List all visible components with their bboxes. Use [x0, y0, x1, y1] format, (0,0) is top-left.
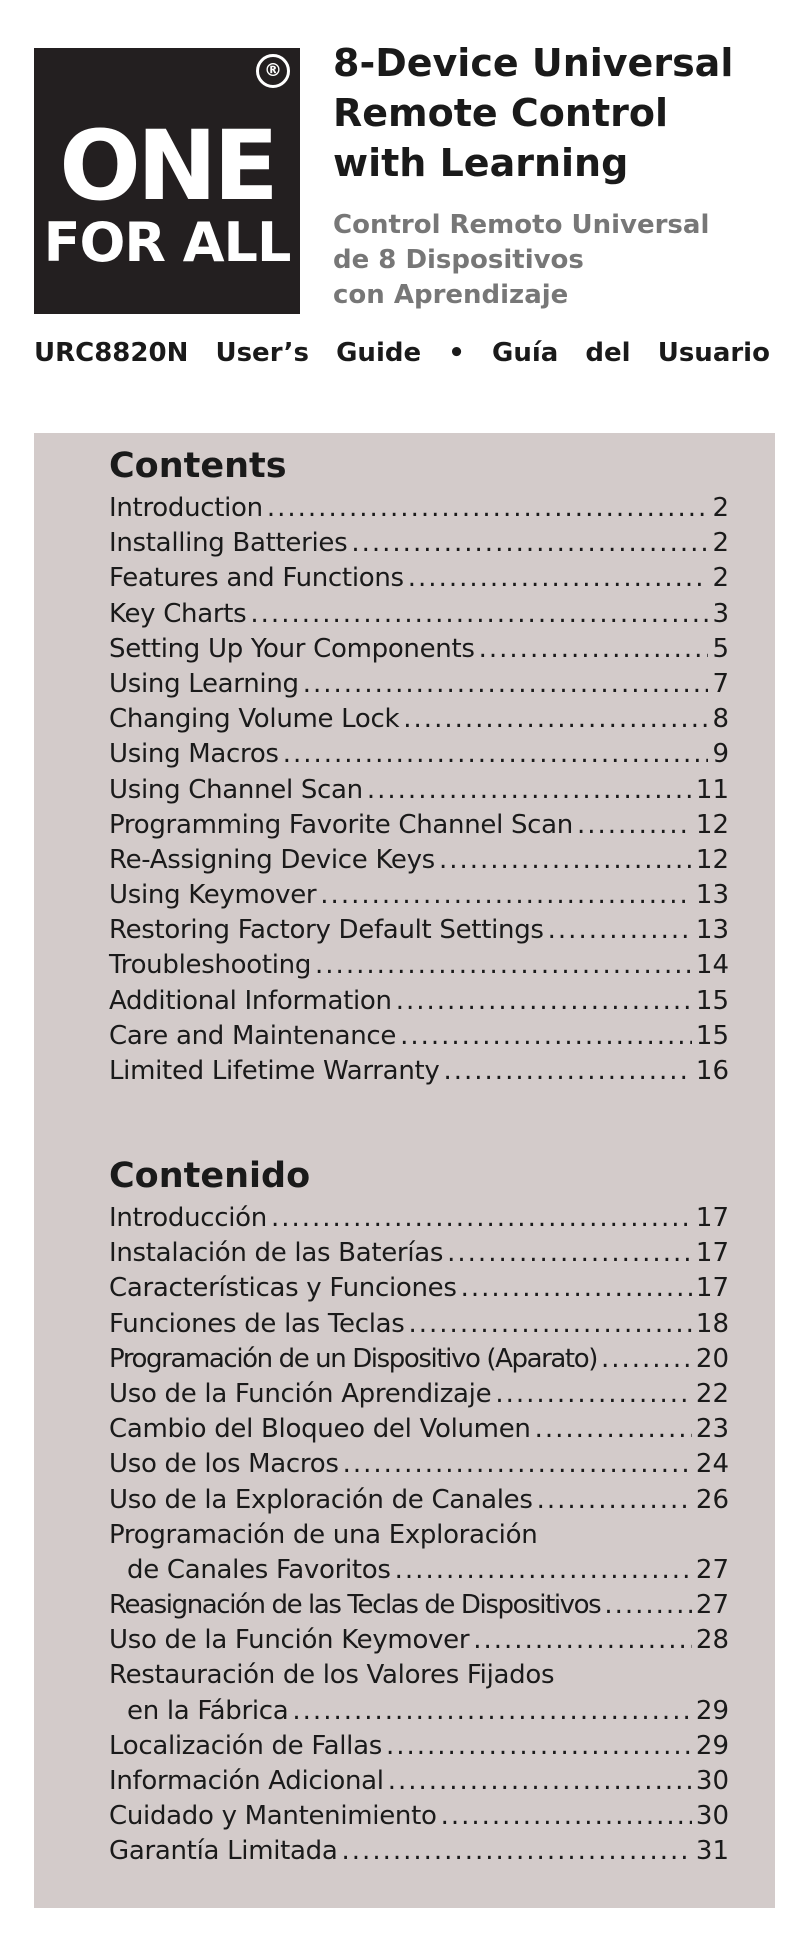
- toc-entry[interactable]: [109, 597, 729, 632]
- dot-leader: [604, 1588, 692, 1623]
- toc-entry-title: de Canales Favoritos: [127, 1554, 391, 1585]
- toc-entry-title: Uso de los Macros: [109, 1449, 339, 1480]
- toc-entry-title: Cambio del Bloqueo del Volumen: [109, 1414, 531, 1445]
- toc-entry-title: Key Charts: [109, 598, 247, 629]
- dot-leader: [400, 1019, 692, 1054]
- toc-entry-title: Additional Information: [109, 985, 392, 1016]
- toc-page-number: 20: [695, 1343, 729, 1374]
- toc-entry-title: Características y Funciones: [109, 1273, 457, 1304]
- contents-heading: Contents: [109, 446, 287, 486]
- toc-entry[interactable]: [109, 843, 729, 878]
- dot-leader: [409, 1307, 692, 1342]
- toc-entry-title: Programación de una Exploración: [109, 1519, 538, 1550]
- dot-leader: [403, 702, 708, 737]
- toc-entry-title: Using Learning: [109, 668, 299, 699]
- toc-page-number: 16: [695, 1056, 729, 1086]
- dot-leader: [267, 491, 709, 526]
- dot-leader: [461, 1271, 692, 1306]
- toc-entry[interactable]: [109, 808, 729, 843]
- toc-page-number: 13: [695, 915, 729, 946]
- registered-mark: ®: [256, 54, 290, 88]
- dot-leader: [408, 561, 709, 596]
- product-title-english: [333, 38, 793, 188]
- dot-leader: [548, 913, 692, 948]
- toc-entry[interactable]: [109, 1271, 729, 1306]
- toc-page-number: 17: [695, 1238, 729, 1269]
- contenido-list: [109, 1201, 729, 1870]
- toc-page-number: 17: [695, 1273, 729, 1304]
- toc-page-number: 11: [695, 774, 729, 805]
- toc-entry[interactable]: [109, 1412, 729, 1447]
- toc-page-number: 27: [695, 1590, 729, 1621]
- toc-entry-title: Programación de un Dispositivo (Aparato): [109, 1343, 597, 1374]
- guide-word: Usuario: [657, 338, 770, 368]
- dot-leader: [535, 1412, 692, 1447]
- dot-leader: [320, 878, 692, 913]
- dot-leader: [439, 843, 692, 878]
- toc-entry-title: en la Fábrica: [127, 1695, 289, 1726]
- dot-leader: [443, 1054, 691, 1089]
- toc-entry[interactable]: [109, 1623, 729, 1658]
- toc-page-number: 17: [695, 1203, 729, 1233]
- dot-leader: [303, 667, 709, 702]
- toc-entry[interactable]: [109, 1553, 729, 1588]
- dot-leader: [343, 1447, 692, 1482]
- toc-entry[interactable]: [109, 1518, 729, 1553]
- toc-entry-title: Introducción: [109, 1203, 267, 1233]
- toc-entry-title: Setting Up Your Components: [109, 633, 475, 664]
- toc-page-number: 23: [695, 1414, 729, 1445]
- toc-entry-title: Care and Maintenance: [109, 1020, 397, 1051]
- dot-leader: [342, 1834, 692, 1869]
- model-number: URC8820N: [34, 338, 189, 368]
- dot-leader: [537, 1483, 692, 1518]
- toc-page-number: 30: [695, 1801, 729, 1832]
- toc-entry[interactable]: [109, 667, 729, 702]
- contenido-heading: Contenido: [109, 1156, 311, 1196]
- toc-entry-title: Troubleshooting: [109, 950, 312, 981]
- toc-entry[interactable]: [109, 1342, 729, 1377]
- toc-page-number: 27: [695, 1554, 729, 1585]
- dot-leader: [292, 1694, 692, 1729]
- toc-entry-title: Uso de la Función Keymover: [109, 1625, 470, 1656]
- toc-entry[interactable]: [109, 773, 729, 808]
- toc-page-number: 2: [712, 493, 729, 523]
- toc-entry[interactable]: [109, 526, 729, 561]
- dot-leader: [577, 808, 692, 843]
- logo-word-for-all: FOR ALL: [43, 211, 291, 274]
- title-en-line: Remote Control: [333, 91, 668, 135]
- toc-entry[interactable]: [109, 913, 729, 948]
- guide-word: Guía: [491, 338, 559, 368]
- dot-leader: [388, 1764, 692, 1799]
- toc-entry-title: Restauración de los Valores Fijados: [109, 1660, 555, 1691]
- guide-word: del: [585, 338, 631, 368]
- toc-entry-title: Funciones de las Teclas: [109, 1308, 405, 1339]
- toc-entry[interactable]: [109, 878, 729, 913]
- one-for-all-logo: [34, 48, 300, 314]
- model-guide-line: [34, 338, 770, 368]
- toc-page-number: 8: [712, 704, 729, 735]
- dot-leader: [473, 1623, 692, 1658]
- dot-leader: [367, 773, 692, 808]
- toc-page-number: 22: [695, 1378, 729, 1409]
- toc-entry-title: Restoring Factory Default Settings: [109, 915, 544, 946]
- toc-entry[interactable]: [109, 1729, 729, 1764]
- toc-entry-title: Uso de la Función Aprendizaje: [109, 1378, 492, 1409]
- toc-entry[interactable]: [109, 984, 729, 1019]
- guide-word: User’s: [215, 338, 309, 368]
- dot-leader: [283, 737, 709, 772]
- toc-entry[interactable]: [109, 1694, 729, 1729]
- toc-entry-title: Reasignación de las Teclas de Dispositivos: [109, 1590, 601, 1621]
- toc-entry[interactable]: [109, 561, 729, 596]
- dot-leader: [601, 1342, 692, 1377]
- toc-entry-title: Re-Assigning Device Keys: [109, 844, 435, 875]
- toc-entry-title: Limited Lifetime Warranty: [109, 1056, 440, 1086]
- title-en-line: with Learning: [333, 141, 629, 185]
- toc-page-number: 28: [695, 1625, 729, 1656]
- toc-entry[interactable]: [109, 1799, 729, 1834]
- dot-leader: [441, 1799, 692, 1834]
- toc-page-number: 15: [695, 985, 729, 1016]
- toc-page-number: 12: [695, 809, 729, 840]
- toc-page-number: 9: [712, 739, 729, 770]
- dot-leader: [351, 526, 708, 561]
- toc-entry[interactable]: [109, 702, 729, 737]
- toc-entry-title: Using Macros: [109, 739, 279, 770]
- toc-entry[interactable]: [109, 491, 729, 526]
- toc-entry-title: Programming Favorite Channel Scan: [109, 809, 573, 840]
- toc-page-number: 29: [695, 1695, 729, 1726]
- dot-leader: [479, 632, 709, 667]
- toc-page-number: 2: [712, 528, 729, 559]
- toc-entry[interactable]: [109, 1201, 729, 1236]
- toc-entry-title: Instalación de las Baterías: [109, 1238, 444, 1269]
- toc-entry-title: Uso de la Exploración de Canales: [109, 1484, 533, 1515]
- dot-leader: [386, 1729, 692, 1764]
- toc-entry[interactable]: [109, 948, 729, 983]
- toc-entry-title: Información Adicional: [109, 1766, 384, 1796]
- title-es-line: Control Remoto Universal: [333, 210, 710, 240]
- toc-entry[interactable]: [109, 1307, 729, 1342]
- toc-entry-title: Features and Functions: [109, 563, 404, 594]
- toc-page-number: 12: [695, 844, 729, 875]
- toc-entry[interactable]: [109, 1236, 729, 1271]
- toc-entry[interactable]: [109, 737, 729, 772]
- toc-page-number: 30: [695, 1766, 729, 1796]
- toc-entry[interactable]: [109, 1447, 729, 1482]
- toc-page-number: 15: [695, 1020, 729, 1051]
- toc-entry[interactable]: [109, 1764, 729, 1799]
- toc-page-number: 14: [695, 950, 729, 981]
- toc-entry-title: Introduction: [109, 493, 263, 523]
- toc-entry-title: Installing Batteries: [109, 528, 348, 559]
- toc-entry-title: Cuidado y Mantenimiento: [109, 1801, 437, 1832]
- dot-leader: [495, 1377, 692, 1412]
- guide-word: Guide: [336, 338, 422, 368]
- toc-page-number: 13: [695, 880, 729, 911]
- toc-entry-title: Localización de Fallas: [109, 1730, 382, 1761]
- title-en-line: 8-Device Universal: [333, 41, 734, 85]
- table-of-contents-panel: [34, 433, 775, 1908]
- toc-entry[interactable]: [109, 1588, 729, 1623]
- toc-entry[interactable]: [109, 1658, 729, 1693]
- toc-entry-title: Using Channel Scan: [109, 774, 363, 805]
- dot-leader: [271, 1201, 692, 1236]
- toc-page-number: 31: [695, 1836, 729, 1867]
- toc-page-number: 5: [712, 633, 729, 664]
- title-es-line: con Aprendizaje: [333, 280, 569, 310]
- dot-leader: [250, 597, 708, 632]
- toc-entry[interactable]: [109, 1834, 729, 1869]
- toc-entry[interactable]: [109, 1019, 729, 1054]
- toc-page-number: 7: [712, 668, 729, 699]
- toc-entry[interactable]: [109, 1054, 729, 1089]
- dot-leader: [447, 1236, 692, 1271]
- bullet-separator: •: [448, 338, 465, 368]
- toc-entry-title: Using Keymover: [109, 880, 317, 911]
- toc-entry[interactable]: [109, 1377, 729, 1412]
- toc-page-number: 2: [712, 563, 729, 594]
- dot-leader: [315, 948, 692, 983]
- toc-page-number: 24: [695, 1449, 729, 1480]
- toc-entry[interactable]: [109, 632, 729, 667]
- contents-list: [109, 491, 729, 1089]
- dot-leader: [395, 1553, 692, 1588]
- toc-entry-title: Changing Volume Lock: [109, 704, 400, 735]
- product-title-spanish: [333, 208, 793, 313]
- logo-word-one: ONE: [59, 110, 275, 222]
- toc-entry[interactable]: [109, 1483, 729, 1518]
- toc-page-number: 18: [695, 1308, 729, 1339]
- toc-page-number: 3: [712, 598, 729, 629]
- dot-leader: [396, 984, 692, 1019]
- toc-page-number: 29: [695, 1730, 729, 1761]
- toc-page-number: 26: [695, 1484, 729, 1515]
- title-es-line: de 8 Dispositivos: [333, 245, 584, 275]
- toc-entry-title: Garantía Limitada: [109, 1836, 338, 1867]
